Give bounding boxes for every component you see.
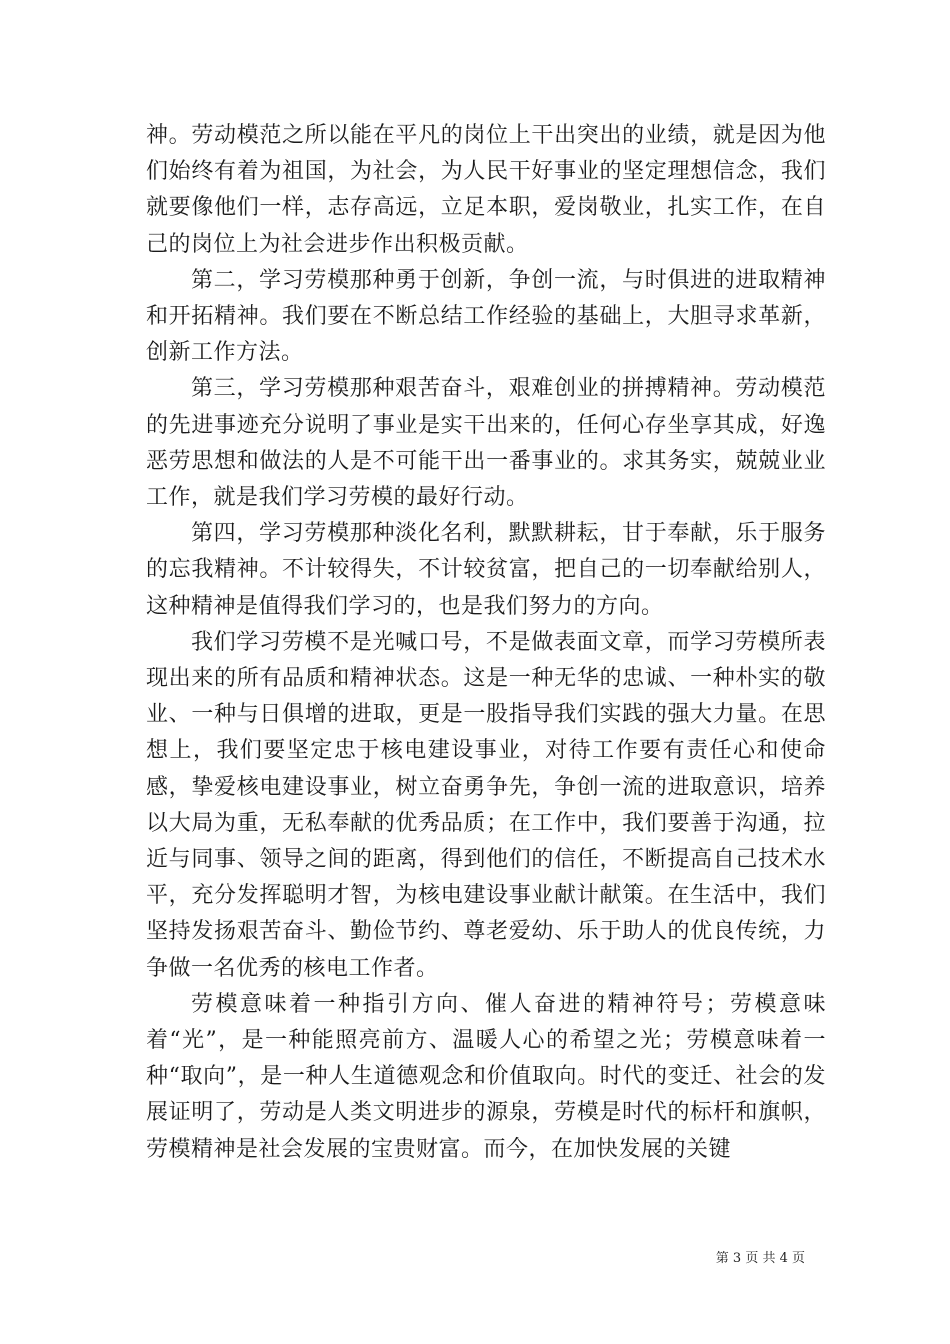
paragraph: 第三，学习劳模那种艰苦奋斗，艰难创业的拼搏精神。劳动模范的先进事迹充分说明了事业是实干出来的，任何心存坐享其成，好逸恶劳思想和做法的人是不可能干出一番事业的。求其务实，兢兢业业工作，就是我们学习劳模的最好行动。 [146, 376, 826, 511]
paragraph: 第四，学习劳模那种淡化名利，默默耕耘，甘于奉献，乐于服务的忘我精神。不计较得失，不计较贫富，把自己的一切奉献给别人，这种精神是值得我们学习的，也是我们努力的方向。 [146, 521, 826, 619]
document-body [146, 118, 826, 1168]
paragraph: 劳模意味着一种指引方向、催人奋进的精神符号；劳模意味着“光”，是一种能照亮前方、温暖人心的希望之光；劳模意味着一种“取向”，是一种人生道德观念和价值取向。时代的变迁、社会的发展证明了，劳动是人类文明进步的源泉，劳模是时代的标杆和旗帜，劳模精神是社会发展的宝贵财富。而今，在加快发展的关键 [146, 991, 826, 1162]
paragraph: 神。劳动模范之所以能在平凡的岗位上干出突出的业绩，就是因为他们始终有着为祖国，为社会，为人民干好事业的坚定理想信念，我们就要像他们一样，志存高远，立足本职，爱岗敬业，扎实工作，在自己的岗位上为社会进步作出积极贡献。 [146, 123, 826, 257]
paragraph: 我们学习劳模不是光喊口号，不是做表面文章，而学习劳模所表现出来的所有品质和精神状态。这是一种无华的忠诚、一种朴实的敬业、一种与日俱增的进取，更是一股指导我们实践的强大力量。在思想上，我们要坚定忠于核电建设事业，对待工作要有责任心和使命感，挚爱核电建设事业，树立奋勇争先，争创一流的进取意识，培养以大局为重，无私奉献的优秀品质；在工作中，我们要善于沟通，拉近与同事、领导之间的距离，得到他们的信任，不断提高自己技术水平，充分发挥聪明才智，为核电建设事业献计献策。在生活中，我们坚持发扬艰苦奋斗、勤俭节约、尊老爱幼、乐于助人的优良传统，力争做一名优秀的核电工作者。 [146, 629, 826, 981]
page-number: 第 3 页 共 4 页 [715, 1251, 805, 1266]
paragraph: 第二，学习劳模那种勇于创新，争创一流，与时俱进的进取精神和开拓精神。我们要在不断总结工作经验的基础上，大胆寻求革新，创新工作方法。 [146, 267, 826, 366]
